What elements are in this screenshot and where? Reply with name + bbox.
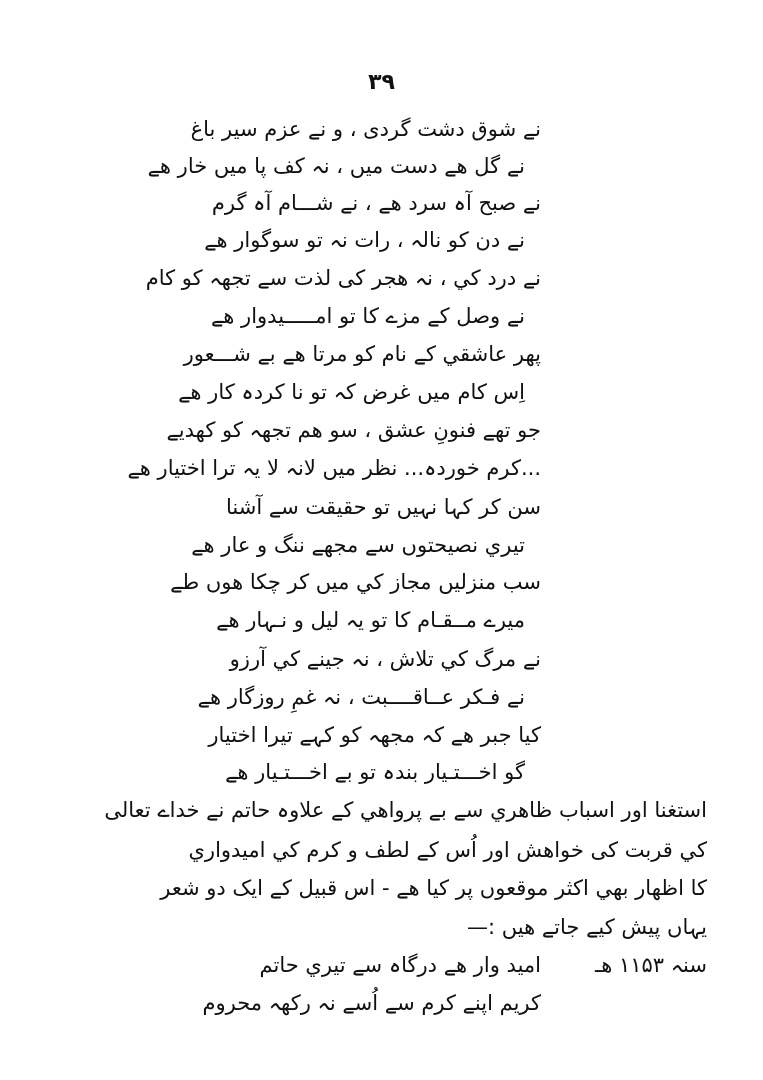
verse-line: تیري نصیحتوں سے مجھے ننگ و عار ھے [191, 533, 525, 557]
verse-line: میرے مــقـام کا تو یہ لیل و نـہار ھے [216, 608, 525, 632]
verse-line: پھر عاشقي کے نام کو مرتا ھے بے شـــعور [183, 342, 541, 366]
prose-line: کي قربت کی خواهش اور اُس کے لطف و کرم کي امیدواري [188, 838, 707, 862]
verse-line: نے فـکر عــاقــــبت ، نہ غمِ روزگار ھے [197, 685, 525, 709]
prose-line: استغنا اور اسباب ظاهري سے بے پرواهي کے علاوہ حاتم نے خداے تعالی [104, 798, 707, 822]
page-number: ۳۹ [368, 70, 395, 95]
year-label: سنہ ۱۱۵۳ ھـ [595, 953, 707, 977]
verse-line: نے دن کو نالہ ، رات نہ تو سوگوار ھے [204, 228, 525, 252]
verse-line: کیا جبر ھے کہ مجھہ کو کہے تیرا اختیار [208, 723, 541, 747]
verse-line: نے مرگ کي تلاش ، نہ جینے کي آرزو [229, 647, 541, 671]
verse-line: ...کرم خوردہ... نظر میں لانہ لا یہ ترا اختیار ھے [127, 456, 541, 480]
verse-line: نے صبح آہ سرد ھے ، نے شـــام آہ گرم [211, 191, 541, 215]
verse-line: جو تھے فنونِ عشق ، سو هم تجھہ کو کھدیے [166, 418, 541, 442]
verse-line: نے وصل کے مزے کا تو امـــــیدوار ھے [211, 304, 525, 328]
prose-line: یہاں پیش کیے جاتے هیں :— [467, 915, 707, 939]
verse-line: سب منزلیں مجاز کي میں کر چکا هوں طے [170, 570, 541, 594]
verse-line: امید وار ھے درگاہ سے تیري حاتم [259, 953, 541, 977]
verse-line: سن کر کہا نہیں تو حقیقت سے آشنا [225, 495, 541, 519]
verse-line: نے شوق دشت گردی ، و نے عزم سیر باغ [190, 117, 541, 141]
prose-line: کا اظهار بهي اکثر موقعوں پر کیا ھے - اس قبیل کے ایک دو شعر [160, 876, 707, 900]
verse-line: گو اخـــتـیار بندہ تو بے اخـــتـیار ھے [225, 760, 525, 784]
verse-line: نے درد کي ، نہ هجر کی لذت سے تجھہ کو کام [145, 266, 541, 290]
verse-line: کریم اپنے کرم سے اُسے نہ رکھہ محروم [202, 991, 541, 1015]
verse-line: نے گل ھے دست میں ، نہ کف پا میں خار ھے [147, 154, 525, 178]
verse-line: اِس کام میں غرض کہ تو نا کردہ کار ھے [178, 380, 525, 404]
